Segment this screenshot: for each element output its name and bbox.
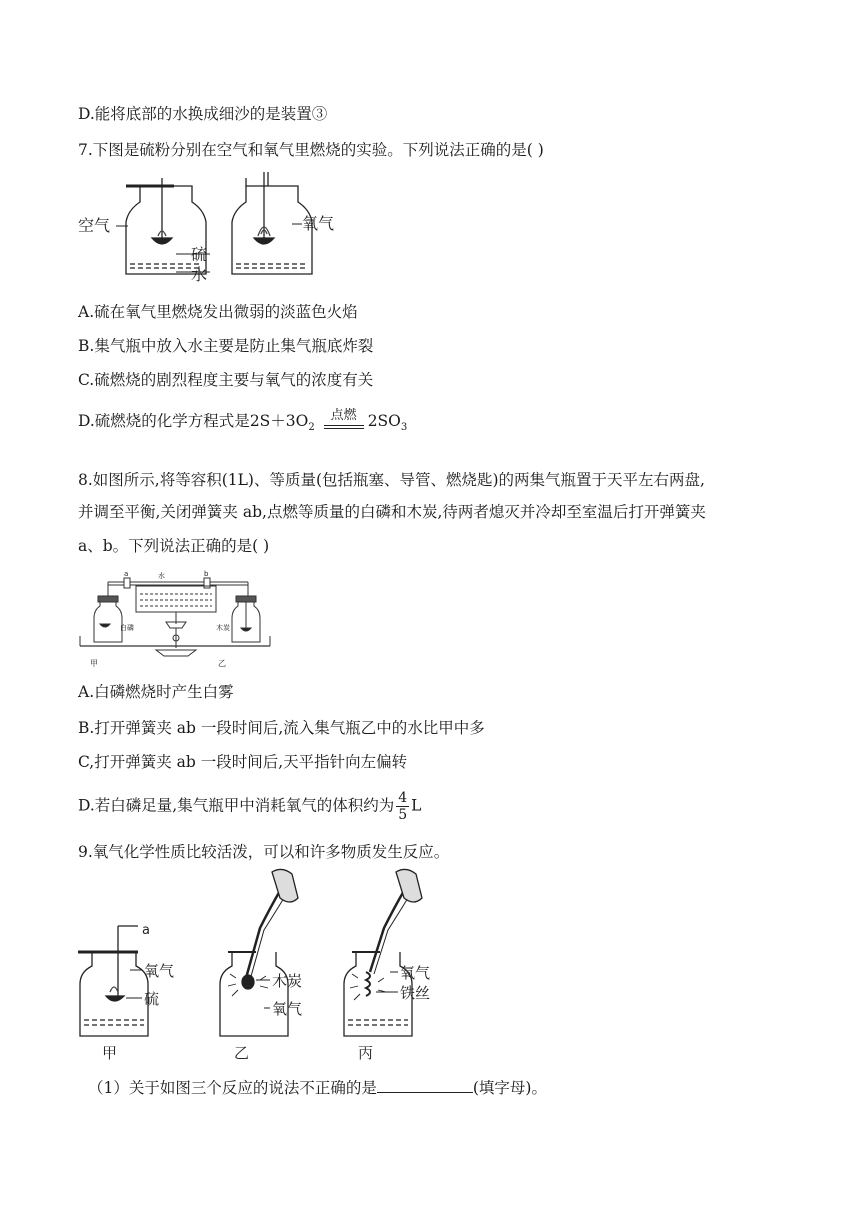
q7-option-b: B.集气瓶中放入水主要是防止集气瓶底炸裂 <box>78 337 374 355</box>
q8-stem-line2: 并调至平衡,关闭弹簧夹 ab,点燃等质量的白磷和木炭,待两者熄灭并冷却至室温后打开弹簧夹 <box>78 503 706 521</box>
q7-label-air: 空气 <box>78 216 111 235</box>
q9-label-a: a <box>142 923 150 938</box>
q8-option-d-unit: L <box>411 796 422 815</box>
q7-option-d-text: D.硫燃烧的化学方程式是 <box>78 412 250 430</box>
q8-label-white-p: 白磷 <box>120 624 134 632</box>
q9-label-jia: 甲 <box>102 1044 118 1062</box>
q9-label-bing: 丙 <box>358 1044 374 1062</box>
q8-option-d <box>78 790 421 823</box>
q7-option-a: A.硫在氧气里燃烧发出微弱的淡蓝色火焰 <box>78 303 358 321</box>
q7-eq-rhs-sub: 3 <box>400 422 408 434</box>
q9-label-yi: 乙 <box>234 1044 250 1062</box>
q8-option-d-text: D.若白磷足量,集气瓶甲中消耗氧气的体积约为 <box>78 796 395 815</box>
q8-stem-line3: a、b。下列说法正确的是( ) <box>78 537 270 555</box>
q8-label-a: a <box>124 570 129 578</box>
q6-option-d: D.能将底部的水换成细沙的是装置③ <box>78 105 328 123</box>
q8-label-water: 水 <box>158 572 165 580</box>
q8-figure <box>78 566 278 670</box>
q9-sub1-text: （1）关于如图三个反应的说法不正确的是 <box>88 1079 377 1097</box>
q8-option-b: B.打开弹簧夹 ab 一段时间后,流入集气瓶乙中的水比甲中多 <box>78 719 485 737</box>
q7-eq-condition: 点燃 <box>330 408 357 423</box>
q9-stem: 9.氧气化学性质比较活泼，可以和许多物质发生反应。 <box>78 843 450 861</box>
q8-label-b: b <box>204 570 209 578</box>
q7-stem: 7.下图是硫粉分别在空气和氧气里燃烧的实验。下列说法正确的是( ) <box>78 141 544 159</box>
q7-eq-rhs: 2SO <box>367 412 401 430</box>
q7-eq-lhs: 2S＋3O <box>249 412 309 430</box>
q9-sub1 <box>88 1078 547 1098</box>
q8-frac-den: 5 <box>398 807 408 823</box>
q7-eq-lhs-sub: 2 <box>308 422 315 434</box>
answer-blank[interactable] <box>377 1078 473 1093</box>
q7-label-oxygen: 氧气 <box>302 214 335 233</box>
q8-option-a: A.白磷燃烧时产生白雾 <box>78 683 234 701</box>
q9-label-oxygen-yi: 氧气 <box>272 1000 303 1018</box>
q7-eq-arrow <box>322 410 366 434</box>
q9-label-oxygen-bing: 氧气 <box>400 964 431 982</box>
q7-option-c: C.硫燃烧的剧烈程度主要与氧气的浓度有关 <box>78 371 374 389</box>
q8-label-charcoal: 木炭 <box>216 624 230 632</box>
q8-stem-line1: 8.如图所示,将等容积(1L)、等质量(包括瓶塞、导管、燃烧匙)的两集气瓶置于天平左右两盘, <box>78 471 705 489</box>
q8-option-c: C,打开弹簧夹 ab 一段时间后,天平指针向左偏转 <box>78 753 408 771</box>
q7-option-d <box>78 410 407 438</box>
q8-fraction <box>396 790 409 823</box>
q9-label-sulfur: 硫 <box>144 990 160 1008</box>
q9-label-charcoal: 木炭 <box>272 972 303 990</box>
q7-label-water: 水 <box>191 265 208 284</box>
q7-figure <box>78 172 338 292</box>
q8-frac-num: 4 <box>398 790 408 806</box>
q9-label-oxygen-jia: 氧气 <box>144 962 175 980</box>
q7-label-sulfur: 硫 <box>191 245 208 264</box>
q8-label-jia: 甲 <box>90 659 98 668</box>
q9-bottle-jia <box>78 926 148 1036</box>
q9-figure <box>76 868 456 1064</box>
q8-label-yi: 乙 <box>218 659 226 668</box>
q7-oxygen-bottle <box>232 172 312 274</box>
q9-label-iron-wire: 铁丝 <box>400 984 431 1002</box>
q9-bottle-bing <box>344 869 422 1036</box>
q9-sub1-suffix: (填字母)。 <box>472 1079 547 1097</box>
